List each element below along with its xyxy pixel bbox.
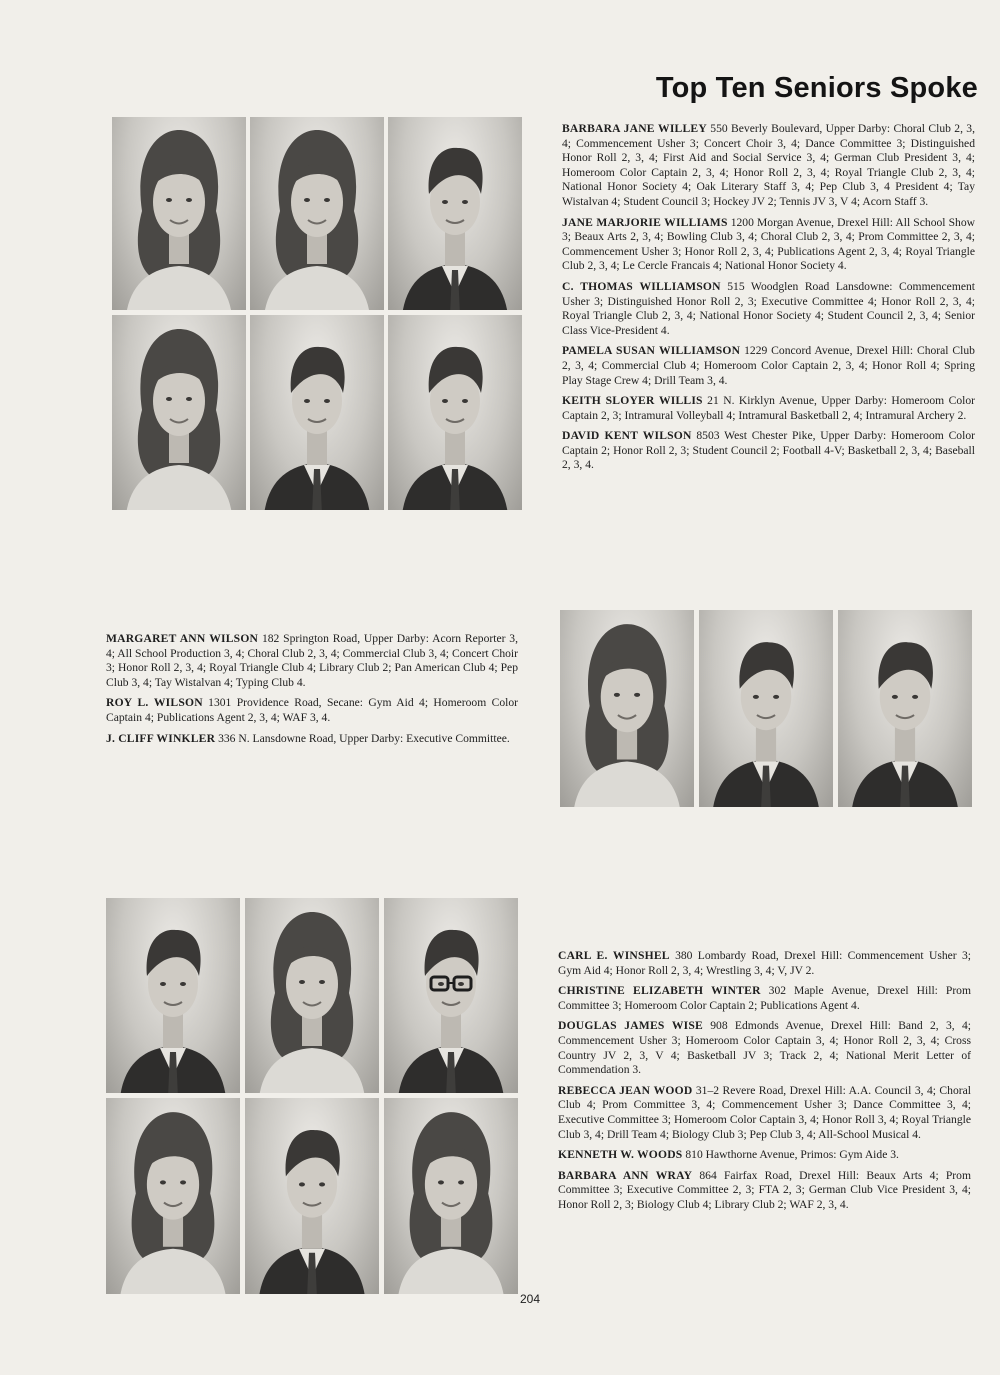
bio-entry (562, 344, 975, 388)
bio-name: BARBARA JANE WILLEY (562, 122, 707, 135)
bio-name: CARL E. WINSHEL (558, 949, 670, 962)
portrait-photo (699, 610, 833, 807)
bio-entry (562, 429, 975, 473)
bio-entry (106, 732, 518, 747)
bottom-bio-block (558, 949, 971, 1219)
portrait-photo (245, 898, 379, 1093)
portrait-photo (560, 610, 694, 807)
portrait-photo (106, 1098, 240, 1294)
bio-details: 380 Lombardy Road, Drexel Hill: Commencement Usher 3; Gym Aid 4; Honor Roll 2, 3, 4; Wrestling 3, 4; V, JV 2. (558, 949, 971, 977)
portrait-figure (112, 315, 246, 510)
portrait-photo (838, 610, 972, 807)
bio-details: 1301 Providence Road, Secane: Gym Aid 4; Homeroom Color Captain 4; Publications Agent 2, 3, 4; WAF 3, 4. (106, 696, 518, 724)
bio-name: PAMELA SUSAN WILLIAMSON (562, 344, 741, 358)
portrait-photo (112, 117, 246, 310)
page-title: Top Ten Seniors Spoke (655, 72, 978, 104)
bio-name: CHRISTINE ELIZABETH WINTER (558, 984, 761, 998)
bio-entry (562, 216, 975, 274)
bio-entry (558, 1148, 971, 1163)
portrait-figure (106, 898, 240, 1093)
portrait-figure (106, 1098, 240, 1294)
portrait-figure (388, 315, 522, 510)
portrait-photo (384, 1098, 518, 1294)
portrait-figure (112, 117, 246, 310)
bio-name: DAVID KENT WILSON (562, 429, 692, 443)
portrait-figure (384, 1098, 518, 1294)
bio-entry (106, 696, 518, 725)
portrait-photo (388, 315, 522, 510)
bio-details: 1200 Morgan Avenue, Drexel Hill: All School Show 3; Beaux Arts 2, 3, 4; Bowling Club 3, 4; Choral Club 2, 3, 4; Prom Committee 2, 3, 4; Commencement Usher 3; Honor Roll 2, 3, 4; Publications Agent 2, 3, 4; Royal Triangle Club 2, 3, 4; Le Cercle Francais 4; National Honor Society 4. (562, 215, 976, 273)
bio-name: JANE MARJORIE WILLIAMS (562, 215, 728, 229)
bio-entry (562, 394, 975, 423)
portrait-figure (384, 898, 518, 1093)
bio-entry (106, 632, 518, 690)
bio-details: 182 Springton Road, Upper Darby: Acorn Reporter 3, 4; All School Production 3, 4; Choral Club 2, 3, 4; Commercial Club 3, 4; Concert Choir 3; Honor Roll 2, 3, 4; Royal Triangle Club 4; Library Club 2; Pan American Club 4; Pep Club 3, 4; Tay Wistalvan 4; Typing Club 4. (106, 632, 518, 689)
page-number: 204 (519, 1292, 541, 1306)
bio-name: C. THOMAS WILLIAMSON (562, 279, 721, 293)
bio-entry (562, 122, 975, 210)
portrait-photo (245, 1098, 379, 1294)
bio-details: 515 Woodglen Road Lansdowne: Commencement Usher 3; Distinguished Honor Roll 2, 3; Executive Committee 4; Honor Roll 2, 3, 4; Royal Triangle Club 2, 3, 4; National Honor Society 4; Student Council 2, 3, 4; Senior Class Vice-President 4. (562, 279, 975, 337)
portrait-figure (560, 610, 694, 807)
bio-details: 1229 Concord Avenue, Drexel Hill: Choral Club 2, 3, 4; Commercial Club 4; Homeroom Color Captain 2, 3, 4; Honor Roll 4; Spring Play Stage Crew 4; Drill Team 3, 4. (562, 344, 975, 387)
top-bio-block (562, 122, 975, 479)
bio-details: 810 Hawthorne Avenue, Primos: Gym Aide 3. (685, 1148, 899, 1162)
portrait-figure (388, 117, 522, 310)
portrait-photo (106, 898, 240, 1093)
portrait-photo (250, 315, 384, 510)
portrait-photo (384, 898, 518, 1093)
bio-details: 336 N. Lansdowne Road, Upper Darby: Executive Committee. (218, 731, 510, 745)
bio-name: MARGARET ANN WILSON (106, 632, 259, 645)
portrait-photo (388, 117, 522, 310)
bio-name: ROY L. WILSON (106, 696, 203, 710)
top-photo-grid (112, 117, 522, 510)
bottom-photo-grid (106, 898, 518, 1294)
bio-name: J. CLIFF WINKLER (106, 731, 216, 745)
bio-name: KENNETH W. WOODS (558, 1148, 683, 1162)
bio-entry (558, 1084, 971, 1142)
bio-name: REBECCA JEAN WOOD (558, 1083, 693, 1097)
bio-entry (562, 280, 975, 338)
portrait-figure (245, 898, 379, 1093)
portrait-figure (245, 1098, 379, 1294)
portrait-figure (250, 315, 384, 510)
bio-details: 31–2 Revere Road, Drexel Hill: A.A. Council 3, 4; Choral Club 4; Prom Committee 3, 4; Commencement Usher 3; Dance Committee 3, 4; Executive Committee 3; Homeroom Color Captain 3, 4; Honor Roll 3, 4; Royal Triangle Club 3, 4; Drill Team 4; Biology Club 3; Pep Club 3, 4; All-School Musical 4. (558, 1083, 971, 1141)
bio-details: 864 Fairfax Road, Drexel Hill: Beaux Arts 4; Prom Committee 3; Executive Committee 2, 3; FTA 2, 3; German Club Vice President 3, 4; Honor Roll 2, 3; Biology Club 4; Library Club 2; WAF 2, 3, 4. (558, 1168, 971, 1211)
bio-details: 908 Edmonds Avenue, Drexel Hill: Band 2, 3, 4; Commencement Usher 3; Homeroom Color Captain 3, 4; Honor Roll 2, 3, 4; Cross Country JV 2, 3, V 4; Basketball JV 3; Track 2, 4; National Merit Letter of Commendation 3. (558, 1019, 971, 1077)
bio-details: 302 Maple Avenue, Drexel Hill: Prom Committee 3; Homeroom Color Captain 2; Publications Agent 4. (558, 984, 971, 1012)
bio-entry (558, 984, 971, 1013)
portrait-photo (250, 117, 384, 310)
bio-details: 8503 West Chester Pike, Upper Darby: Homeroom Color Captain 2; Honor Roll 2, 3; Student Council 2; Football 4-V; Basketball 2, 3, 4; Baseball 2, 3, 4. (562, 429, 975, 472)
middle-photo-row (560, 610, 972, 807)
bio-name: DOUGLAS JAMES WISE (558, 1019, 703, 1033)
portrait-figure (250, 117, 384, 310)
portrait-figure (838, 610, 972, 807)
bio-entry (558, 1019, 971, 1077)
middle-bio-block (106, 632, 518, 752)
bio-details: 21 N. Kirklyn Avenue, Upper Darby: Homeroom Color Captain 2, 3; Intramural Volleyball 4; Intramural Basketball 2, 4; Intramural Archery 2. (562, 394, 976, 422)
portrait-figure (699, 610, 833, 807)
bio-entry (558, 949, 971, 978)
bio-details: 550 Beverly Boulevard, Upper Darby: Choral Club 2, 3, 4; Commencement Usher 3; Concert Choir 3, 4; Dance Committee 3; Distinguished Honor Roll 2, 3, 4; First Aid and Social Service 3, 4; German Club President 3, 4; Homeroom Color Captain 2, 3, 4; Honor Roll 2, 3, 4; Royal Triangle Club 2, 3, 4; National Honor Society 4; Oak Literary Staff 3, 4; Pep Club 3, 4 President 4; Tay Wistalvan 4; Student Council 3; Hockey JV 2; Tennis JV 3, V 4; Acorn Staff 3. (562, 122, 976, 208)
bio-name: KEITH SLOYER WILLIS (562, 394, 703, 408)
bio-name: BARBARA ANN WRAY (558, 1168, 693, 1182)
bio-entry (558, 1169, 971, 1213)
portrait-photo (112, 315, 246, 510)
